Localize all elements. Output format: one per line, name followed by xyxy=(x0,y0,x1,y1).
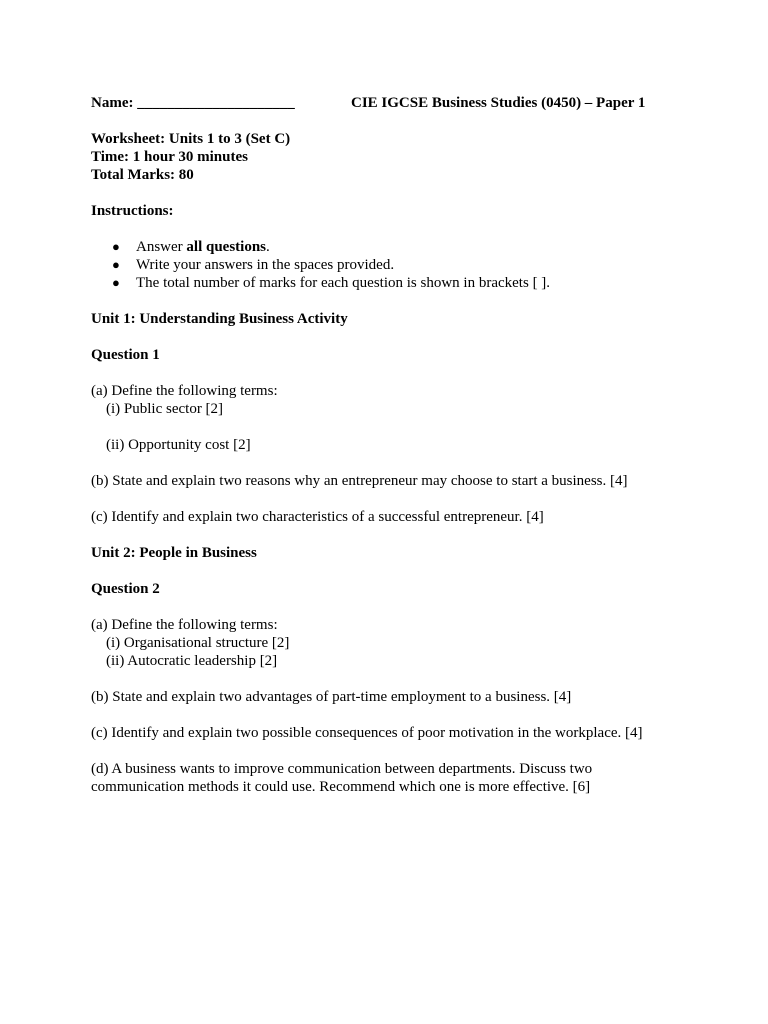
q2a-ii: (ii) Autocratic leadership [2] xyxy=(106,653,278,669)
instruction-item: ● Answer all questions. xyxy=(112,239,270,255)
instructions-heading: Instructions: xyxy=(91,203,174,219)
name-blank: _____________________ xyxy=(137,95,295,111)
bullet-icon: ● xyxy=(112,239,120,254)
q2a-intro: (a) Define the following terms: xyxy=(91,617,278,633)
worksheet-page xyxy=(91,94,691,796)
name-label: Name: xyxy=(91,95,134,111)
worksheet-title: Worksheet: Units 1 to 3 (Set C) xyxy=(91,131,291,147)
unit2-heading: Unit 2: People in Business xyxy=(91,545,257,561)
q2d-line1: (d) A business wants to improve communication between departments. Discuss two xyxy=(91,761,593,777)
q1a-i: (i) Public sector [2] xyxy=(106,401,224,417)
total-marks: Total Marks: 80 xyxy=(91,167,194,183)
course-title: CIE IGCSE Business Studies (0450) – Paper 1 xyxy=(351,95,646,111)
header-row xyxy=(91,94,691,112)
unit1-heading: Unit 1: Understanding Business Activity xyxy=(91,311,348,327)
q1c: (c) Identify and explain two characteristics of a successful entrepreneur. [4] xyxy=(91,509,544,525)
question2-heading: Question 2 xyxy=(91,581,160,597)
instructions-list xyxy=(91,238,691,292)
q1a-ii: (ii) Opportunity cost [2] xyxy=(106,437,251,453)
instruction-item: ● Write your answers in the spaces provided. xyxy=(112,257,395,273)
question1-heading: Question 1 xyxy=(91,347,160,363)
q1a-intro: (a) Define the following terms: xyxy=(91,383,278,399)
q2b: (b) State and explain two advantages of part-time employment to a business. [4] xyxy=(91,689,572,705)
bullet-icon: ● xyxy=(112,257,120,272)
instruction-item: ● The total number of marks for each question is shown in brackets [ ]. xyxy=(112,275,551,291)
q1b: (b) State and explain two reasons why an entrepreneur may choose to start a business. [4] xyxy=(91,473,628,489)
bullet-icon: ● xyxy=(112,275,120,290)
q2a-i: (i) Organisational structure [2] xyxy=(106,635,290,651)
q2d-line2: communication methods it could use. Recommend which one is more effective. [6] xyxy=(91,779,591,795)
time-allowed: Time: 1 hour 30 minutes xyxy=(91,149,248,165)
q2c: (c) Identify and explain two possible consequences of poor motivation in the workplace. [4] xyxy=(91,725,643,741)
